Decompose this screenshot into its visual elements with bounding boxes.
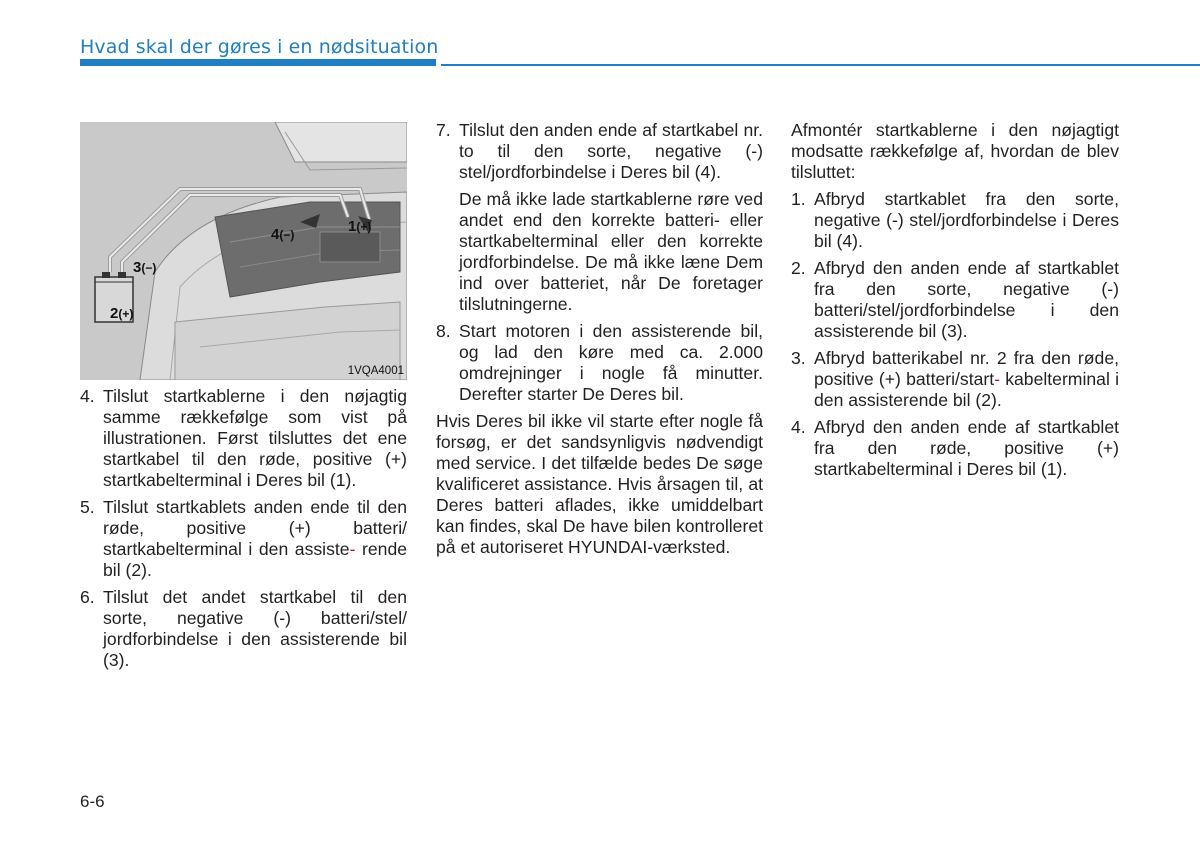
section-title: Hvad skal der gøres i en nødsituation	[80, 36, 439, 58]
column-3	[791, 120, 1119, 486]
disconnect-step-4: 4. Afbryd den anden ende af startkablet fra den røde, positive (+) startkabelterminal i Deres bil (1).	[791, 417, 1119, 479]
label-1: 1(+)	[348, 218, 372, 235]
step-5-connect: 5. Tilslut startkablets anden ende til den røde, positive (+) batteri/ startkabelterminal i den assiste- rende bil (2).	[80, 497, 408, 580]
label-3: 3(−)	[133, 259, 157, 276]
header-rule-thin	[441, 64, 1200, 66]
step-4-connect: 4. Tilslut startkablerne i den nøjagtig samme rækkefølge som vist på illustrationen. Først tilsluttes det ene startkabel til den røde, positive (+) startkabelterminal i Deres bil (1).	[80, 386, 407, 490]
car-trunk-drawing	[80, 122, 407, 380]
warning-note: De må ikke lade startkablerne røre ved andet end den korrekte batteri- eller startkabelterminal eller den korrekte jordforbindelse. De må ikke læne Dem ind over batteriet, når De foretager tilslutningerne.	[459, 189, 763, 314]
label-4: 4(−)	[271, 226, 295, 243]
step-7-connect: 7. Tilslut den anden ende af startkabel nr. to til den sorte, negative (-) stel/jordforbindelse i Deres bil (4).	[436, 120, 763, 182]
jump-start-illustration	[80, 122, 407, 380]
disconnect-step-1: 1. Afbryd startkablet fra den sorte, negative (-) stel/jordforbindelse i Deres bil (4).	[791, 189, 1119, 251]
step-6-connect: 6. Tilslut det andet startkabel til den sorte, negative (-) batteri/stel/ jordforbindelse i den assisterende bil (3).	[80, 587, 407, 670]
red-hyphen: -	[349, 539, 356, 559]
disconnect-step-3: 3. Afbryd batterikabel nr. 2 fra den røde, positive (+) batteri/start- kabelterminal i den assisterende bil (2).	[791, 348, 1119, 410]
disconnect-intro: Afmontér startkablerne i den nøjagtigt modsatte rækkefølge af, hvordan de blev tilsluttet:	[791, 120, 1119, 182]
label-2: 2(+)	[110, 305, 134, 322]
header-rule-thick	[80, 59, 436, 66]
step-8-start: 8. Start motoren i den assisterende bil, og lad den køre med ca. 2.000 omdrejninger i nogle få minutter. Derefter starter De Deres bil.	[436, 321, 763, 404]
red-hyphen: -	[994, 369, 1000, 389]
column-1	[80, 386, 407, 677]
figure-code: 1VQA4001	[347, 365, 404, 377]
disconnect-step-2: 2. Afbryd den anden ende af startkablet fra den sorte, negative (-) batteri/stel/jordforbindelse i den assisterende bil (3).	[791, 258, 1119, 341]
page-number: 6-6	[80, 792, 105, 811]
column-2	[436, 120, 763, 564]
service-paragraph: Hvis Deres bil ikke vil starte efter nogle få forsøg, er det sandsynligvis nødvendigt med service. I det tilfælde bedes De søge kvalificeret assistance. Hvis årsagen til, at Deres batteri aflades, ikke umiddelbart kan findes, skal De have bilen kontrolleret på et autoriseret HYUNDAI-værksted.	[436, 411, 763, 557]
